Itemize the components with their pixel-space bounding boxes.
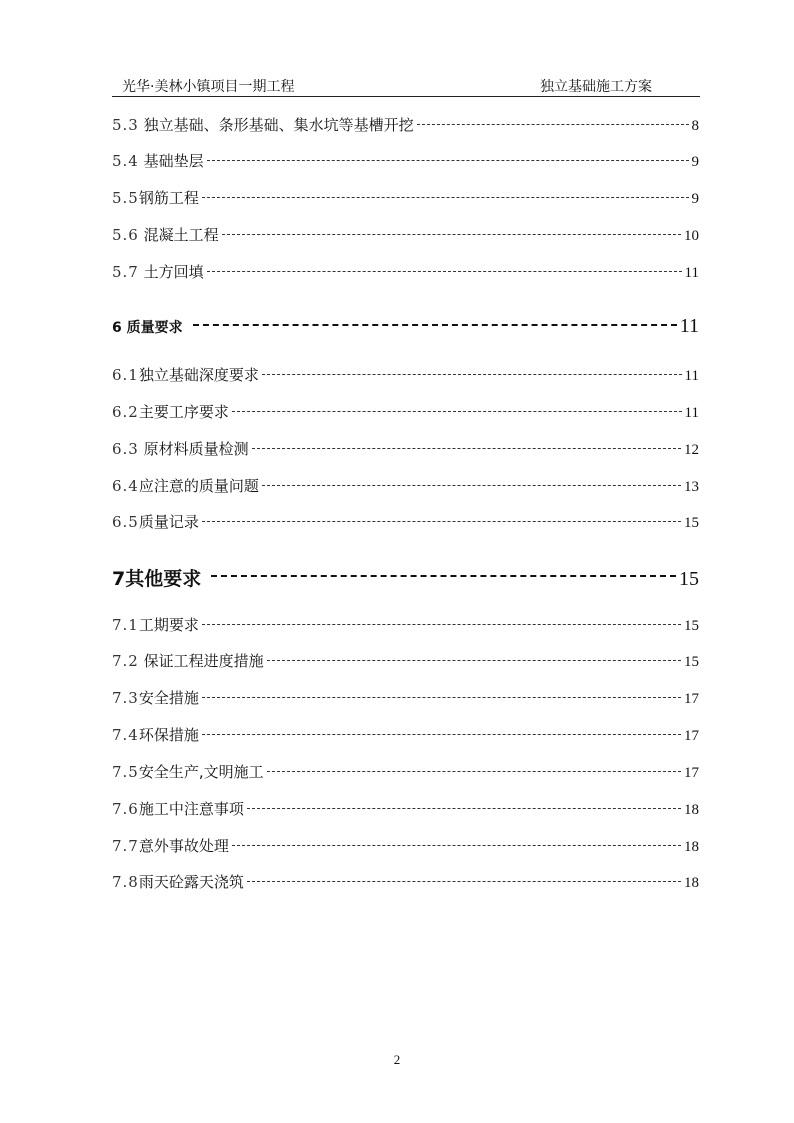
- toc-title: 独立基础深度要求: [138, 366, 259, 384]
- toc-page-number: 13: [684, 479, 699, 495]
- dot-leader: [417, 124, 689, 125]
- toc-title: 主要工序要求: [138, 403, 229, 421]
- toc-entry-7-1[interactable]: [112, 614, 699, 635]
- toc-number: 7.7: [112, 837, 139, 855]
- toc-entry-5-3[interactable]: [112, 114, 699, 135]
- dot-leader: [262, 374, 682, 375]
- header-document-title: 独立基础施工方案: [540, 79, 652, 95]
- toc-page-number: 15: [679, 568, 699, 590]
- page-header: [112, 76, 700, 97]
- toc-number: 7.2: [112, 652, 139, 670]
- dot-leader: [193, 324, 677, 326]
- toc-page-number: 17: [684, 691, 699, 707]
- toc-page-number: 17: [684, 765, 699, 781]
- toc-entry-7-5[interactable]: [112, 761, 699, 782]
- toc-page-number: 15: [684, 654, 699, 670]
- toc-entry-7[interactable]: [112, 564, 699, 591]
- toc-page-number: 9: [691, 154, 699, 170]
- toc-number: 5.3: [112, 116, 139, 134]
- toc-entry-6-4[interactable]: [112, 475, 699, 496]
- dot-leader: [262, 485, 681, 486]
- toc-number: 7.3: [112, 689, 139, 707]
- toc-number: 6.5: [112, 513, 139, 531]
- dot-leader: [202, 697, 681, 698]
- dot-leader: [211, 575, 676, 577]
- toc-number: 5.6: [112, 226, 139, 244]
- toc-title: 原材料质量检测: [138, 440, 249, 458]
- toc-entry-5-4[interactable]: [112, 150, 699, 171]
- toc-page-number: 8: [691, 118, 699, 134]
- dot-leader: [207, 160, 689, 161]
- toc-title: 土方回填: [138, 263, 204, 281]
- toc-title: 质量要求: [121, 320, 183, 336]
- toc-number: 7: [112, 568, 126, 590]
- toc-entry-5-7[interactable]: [112, 261, 699, 282]
- toc-entry-7-2[interactable]: [112, 650, 699, 671]
- toc-title: 意外事故处理: [138, 837, 229, 855]
- dot-leader: [232, 845, 681, 846]
- toc-entry-7-4[interactable]: [112, 724, 699, 745]
- toc-number: 6.2: [112, 403, 139, 421]
- toc-title: 基础垫层: [138, 152, 204, 170]
- toc-entry-7-8[interactable]: [112, 871, 699, 892]
- toc-entry-5-6[interactable]: [112, 224, 699, 245]
- page-footer-number: 2: [393, 1052, 401, 1067]
- toc-number: 6.4: [112, 477, 139, 495]
- toc-page-number: 18: [684, 875, 699, 891]
- toc-number: 7.8: [112, 873, 139, 891]
- toc-page-number: 17: [684, 728, 699, 744]
- toc-page-number: 12: [684, 442, 699, 458]
- dot-leader: [202, 624, 681, 625]
- toc-entry-6-5[interactable]: [112, 511, 699, 532]
- toc-title: 安全生产,文明施工: [138, 763, 264, 781]
- toc-page-number: 18: [684, 839, 699, 855]
- toc-number: 7.5: [112, 763, 139, 781]
- toc-number: 7.6: [112, 800, 139, 818]
- toc-number: 7.4: [112, 726, 139, 744]
- dot-leader: [247, 808, 681, 809]
- toc-entry-6-2[interactable]: [112, 401, 699, 422]
- toc-entry-5-5[interactable]: [112, 187, 699, 208]
- header-project-title: 光华·美林小镇项目一期工程: [122, 79, 295, 95]
- toc-page-number: 11: [684, 265, 699, 281]
- toc-page-number: 10: [684, 228, 699, 244]
- toc-title: 钢筋工程: [138, 189, 199, 207]
- toc-page-number: 15: [684, 515, 699, 531]
- toc-page-number: 9: [691, 191, 699, 207]
- dot-leader: [202, 521, 681, 522]
- dot-leader: [232, 411, 682, 412]
- toc-entry-6-3[interactable]: [112, 438, 699, 459]
- toc-title: 安全措施: [138, 689, 199, 707]
- toc-title: 雨天砼露天浇筑: [138, 873, 244, 891]
- dot-leader: [247, 881, 681, 882]
- toc-page-number: 18: [684, 802, 699, 818]
- toc-title: 保证工程进度措施: [138, 652, 264, 670]
- toc-number: 6.3: [112, 440, 139, 458]
- toc-page-number: 11: [684, 405, 699, 421]
- toc-entry-6[interactable]: [112, 315, 699, 338]
- dot-leader: [252, 448, 681, 449]
- dot-leader: [202, 197, 689, 198]
- toc-page-number: 11: [679, 315, 699, 337]
- toc-number: 5.4: [112, 152, 139, 170]
- toc-title: 应注意的质量问题: [138, 477, 259, 495]
- toc-number: 6: [112, 320, 122, 336]
- toc-title: 环保措施: [138, 726, 199, 744]
- toc-title: 施工中注意事项: [138, 800, 244, 818]
- dot-leader: [267, 660, 681, 661]
- toc-title: 混凝土工程: [138, 226, 219, 244]
- toc-number: 6.1: [112, 366, 139, 384]
- dot-leader: [267, 771, 681, 772]
- dot-leader: [202, 734, 681, 735]
- toc-number: 5.7: [112, 263, 139, 281]
- toc-title: 独立基础、条形基础、集水坑等基槽开挖: [138, 116, 414, 134]
- dot-leader: [207, 271, 682, 272]
- toc-entry-7-7[interactable]: [112, 835, 699, 856]
- toc-entry-6-1[interactable]: [112, 364, 699, 385]
- toc-title: 工期要求: [138, 616, 199, 634]
- toc-entry-7-3[interactable]: [112, 687, 699, 708]
- toc-page-number: 15: [684, 618, 699, 634]
- toc-page-number: 11: [684, 368, 699, 384]
- dot-leader: [222, 234, 681, 235]
- toc-number: 5.5: [112, 189, 139, 207]
- toc-number: 7.1: [112, 616, 139, 634]
- toc-title: 其他要求: [125, 568, 202, 590]
- toc-title: 质量记录: [138, 513, 199, 531]
- toc-entry-7-6[interactable]: [112, 798, 699, 819]
